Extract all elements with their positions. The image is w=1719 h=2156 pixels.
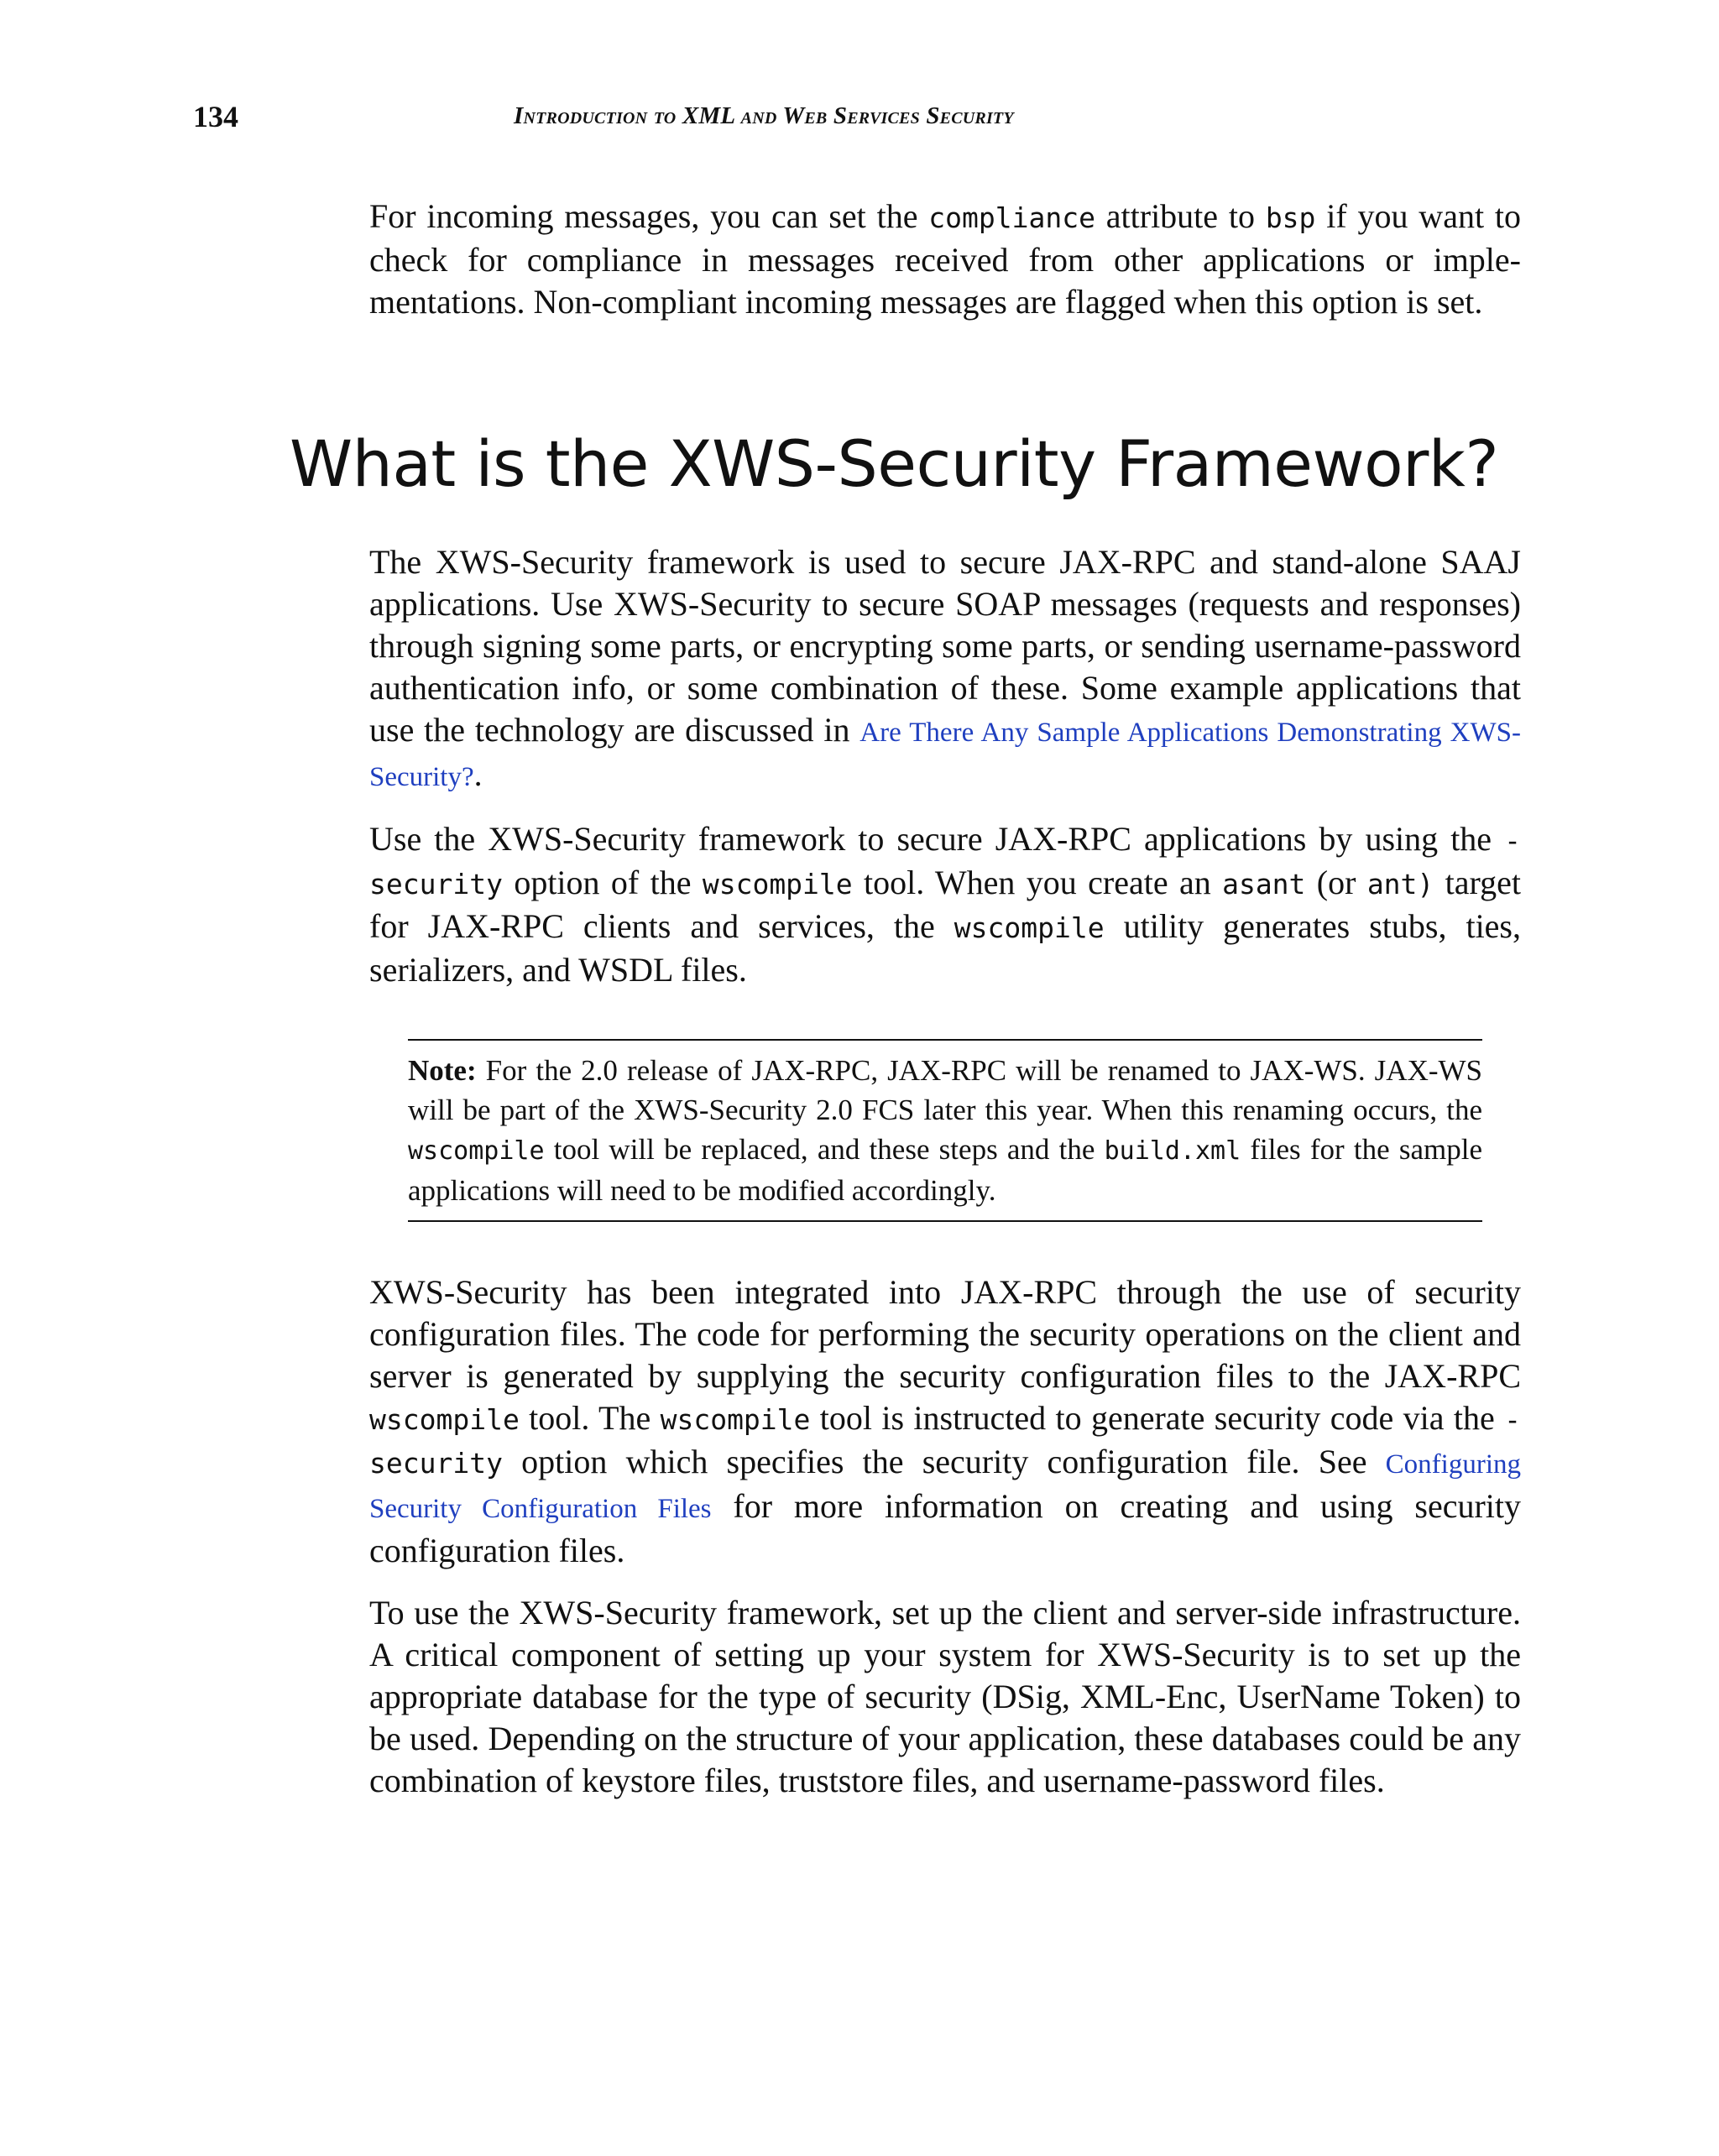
- inline-code-wscompile: wscompile: [702, 868, 853, 901]
- text-run: For incoming messages, you can set the: [369, 197, 929, 235]
- page-number: 134: [193, 100, 238, 133]
- text-run: tool. When you create an: [852, 864, 1223, 901]
- text-run: .: [473, 755, 483, 793]
- note-box: [408, 1039, 1482, 1222]
- post-note-body: [369, 1271, 1521, 1822]
- link-configuring-security-files[interactable]: Configuring Security Configuration Files: [369, 1449, 1521, 1524]
- section-heading: What is the XWS-Security Framework?: [290, 426, 1499, 501]
- text-run: option of the: [502, 864, 703, 901]
- text-run: XWS-Security has been integrated into JAX-RPC through the use of security configuration files. The code for performing the security operations on the client and server is generated by supplying the security configuration files to the JAX-RPC: [369, 1273, 1521, 1395]
- paragraph-framework-overview: [369, 541, 1521, 798]
- inline-code-bsp: bsp: [1265, 201, 1316, 234]
- inline-code-wscompile: wscompile: [408, 1136, 545, 1166]
- inline-code-wscompile: wscompile: [660, 1403, 811, 1436]
- text-run: if you want to check for compliance in messages received from other applications or implementations. Non-compliant incoming messages are flagged when this option is set.: [369, 197, 1521, 321]
- text-run: tool is instructed to generate security code via the: [810, 1399, 1505, 1437]
- link-sample-applications[interactable]: Are There Any Sample Applications Demonstrating XWS-Security?: [369, 718, 1521, 792]
- running-head: Introduction to XML and Web Services Security: [514, 102, 1014, 129]
- text-run: Use the XWS-Security framework to secure JAX-RPC applications by using the: [369, 820, 1505, 858]
- inline-code-wscompile: wscompile: [369, 1403, 520, 1436]
- inline-code-security-option: -security: [369, 1403, 1521, 1480]
- text-run: For the 2.0 release of JAX-RPC, JAX-RPC will be renamed to JAX-WS. JAX-WS will be part of the XWS-Security 2.0 FCS later this year. When this renaming occurs, the: [408, 1054, 1482, 1126]
- paragraph-wscompile-usage: [369, 818, 1521, 991]
- note-label: Note:: [408, 1054, 477, 1087]
- inline-code-build-xml: build.xml: [1104, 1136, 1241, 1166]
- paragraph-infrastructure: To use the XWS-Security framework, set up the client and server-side infrastructure. A critical component of setting up your system for XWS-Security is to set up the appropriate database for the type of security (DSig, XML-Enc, UserName Token) to be used. Depending on the structure of your application, these databases could be any combination of keystore files, truststore files, and username-password files.: [369, 1594, 1521, 1799]
- inline-code-security-option: -security: [369, 824, 1521, 901]
- text-run: tool will be replaced, and these steps and the: [544, 1133, 1105, 1166]
- inline-code-asant: asant: [1222, 868, 1306, 901]
- text-run: for more information on creating and using security configuration files.: [369, 1487, 1521, 1569]
- paragraph-integration: [369, 1271, 1521, 1572]
- text-run: tool. The: [519, 1399, 661, 1437]
- inline-code-ant: ant): [1366, 868, 1434, 901]
- text-run: utility generates stubs, ties, serializers, and WSDL files.: [369, 907, 1521, 989]
- text-run: option which specifies the security configuration file. See: [502, 1443, 1386, 1480]
- text-run: attribute to: [1095, 197, 1266, 235]
- intro-paragraph: [369, 196, 1521, 323]
- inline-code-compliance: compliance: [928, 201, 1095, 234]
- text-run: The XWS-Security framework is used to secure JAX-RPC and stand-alone SAAJ applications. Use XWS-Security to secure SOAP messages (requests and responses) through signing some parts, or encrypting some parts, or sending username-password authentication info, or some combination of these. Some example applications that use the technology are discussed in: [369, 543, 1521, 749]
- intro-section: [369, 196, 1521, 343]
- inline-code-wscompile: wscompile: [954, 911, 1105, 944]
- text-run: (or: [1305, 864, 1367, 901]
- section-body: [369, 541, 1521, 1011]
- text-run: files for the sample applications will need to be modified accordingly.: [408, 1133, 1482, 1207]
- text-run: target for JAX-RPC clients and services, the: [369, 864, 1521, 945]
